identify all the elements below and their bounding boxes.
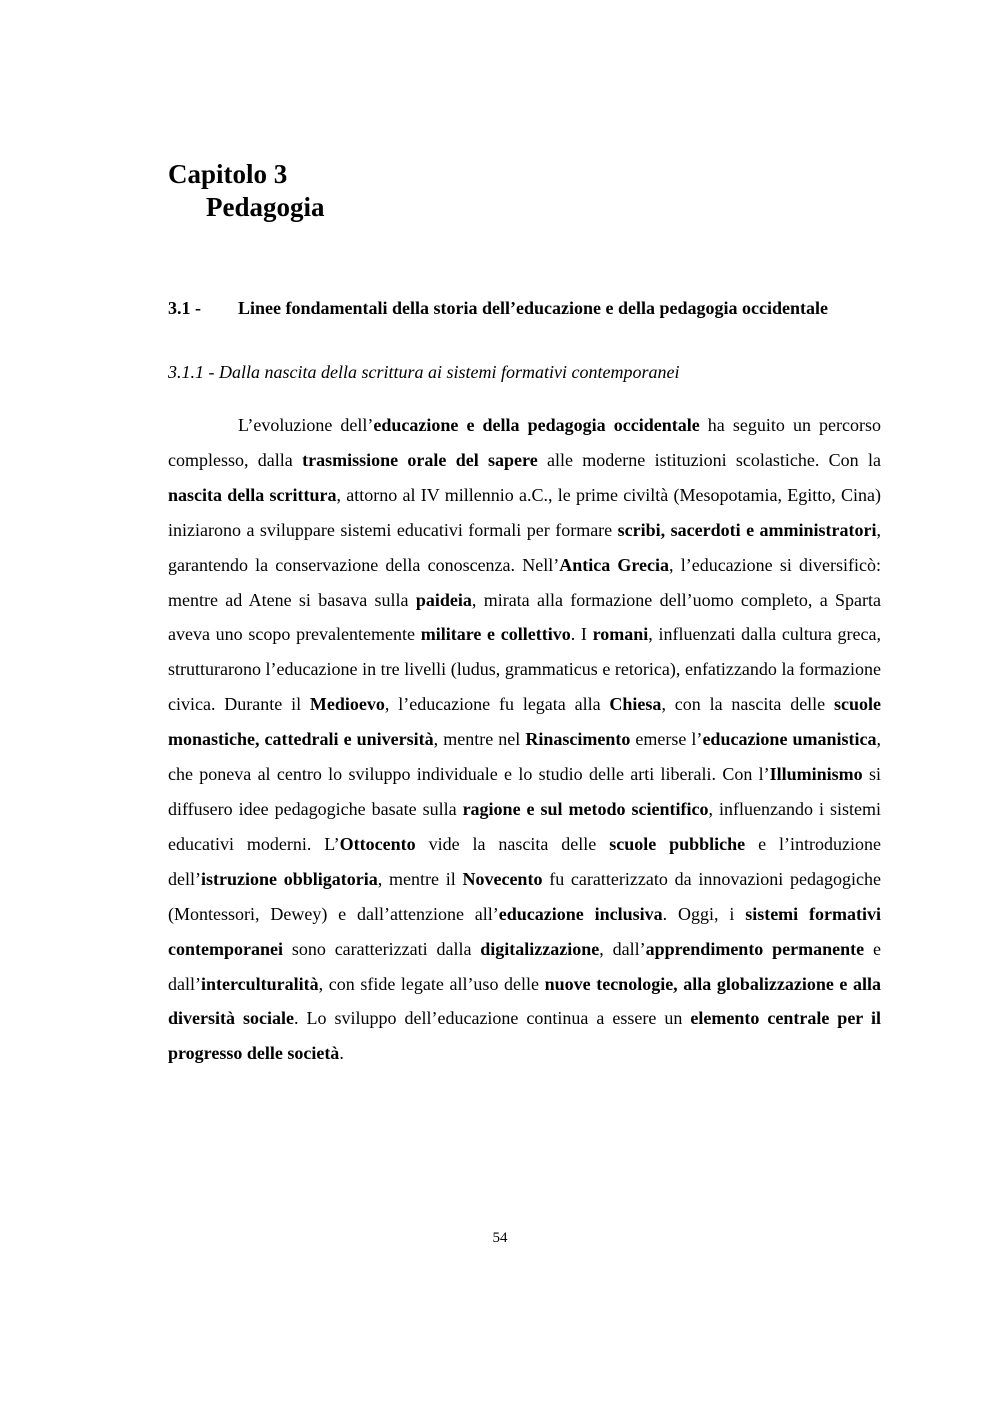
text-run: , mentre nel bbox=[433, 729, 526, 750]
text-run: , l’educazione fu legata alla bbox=[384, 694, 610, 715]
bold-text-run: Chiesa bbox=[609, 694, 662, 715]
text-run: . Lo sviluppo dell’educazione continua a essere un bbox=[293, 1008, 691, 1029]
text-run: ha seguito un percorso complesso, dalla bbox=[168, 415, 882, 470]
bold-text-run: Rinascimento bbox=[525, 729, 631, 750]
text-run: , con sfide legate all’uso delle bbox=[318, 973, 545, 994]
bold-text-run: nascita della scrittura bbox=[168, 484, 337, 505]
bold-text-run: Ottocento bbox=[339, 833, 416, 854]
text-run: , con la nascita delle bbox=[661, 694, 834, 715]
text-run: emerse l’ bbox=[630, 729, 703, 750]
bold-text-run: interculturalità bbox=[201, 973, 319, 994]
text-run: e dall’ bbox=[168, 938, 881, 994]
text-run: . I bbox=[570, 624, 593, 645]
bold-text-run: Novecento bbox=[462, 868, 543, 889]
section-heading bbox=[168, 298, 828, 319]
text-run: L’evoluzione dell’ bbox=[238, 415, 374, 435]
text-run: alle moderne istituzioni scolastiche. Con la bbox=[537, 449, 881, 470]
bold-text-run: educazione e della pedagogia occidentale bbox=[373, 415, 700, 435]
bold-text-run: ragione e sul metodo scientifico bbox=[462, 798, 709, 819]
bold-text-run: digitalizzazione bbox=[480, 938, 600, 959]
bold-text-run: Medioevo bbox=[309, 694, 385, 715]
subsection-heading: 3.1.1 - Dalla nascita della scrittura ai sistemi formativi contemporanei bbox=[168, 362, 680, 382]
bold-text-run: educazione umanistica bbox=[702, 729, 877, 750]
text-run: fu caratterizzato da innovazioni pedagogiche (Montessori, Dewey) e dall’attenzione all’ bbox=[168, 868, 882, 924]
bold-text-run: scuole monastiche, cattedrali e università bbox=[168, 694, 881, 750]
bold-text-run: romani bbox=[592, 624, 649, 645]
bold-text-run: istruzione obbligatoria bbox=[201, 868, 378, 889]
bold-text-run: Illuminismo bbox=[769, 764, 863, 785]
page-number: 54 bbox=[492, 1230, 508, 1246]
chapter-heading bbox=[168, 158, 325, 224]
bold-text-run: sistemi formativi contemporanei bbox=[168, 903, 881, 959]
text-run: , mentre il bbox=[377, 868, 463, 889]
bold-text-run: educazione inclusiva bbox=[498, 903, 663, 924]
bold-text-run: trasmissione orale del sapere bbox=[302, 449, 538, 470]
text-run: si diffusero idee pedagogiche basate sulla bbox=[168, 764, 881, 819]
bold-text-run: apprendimento permanente bbox=[645, 938, 865, 959]
text-run: , che poneva al centro lo sviluppo individuale e lo studio delle arti liberali. Con l’ bbox=[168, 729, 882, 785]
bold-text-run: elemento centrale per il progresso delle società bbox=[168, 1008, 881, 1064]
chapter-label: Capitolo 3 bbox=[168, 159, 288, 189]
text-run: , influenzando i sistemi educativi moderni. L’ bbox=[168, 798, 881, 854]
text-run: . Oggi, i bbox=[662, 903, 746, 924]
chapter-title: Pedagogia bbox=[206, 192, 325, 222]
text-run: , dall’ bbox=[599, 938, 646, 959]
section-number: 3.1 - bbox=[168, 298, 201, 318]
section-title: Linee fondamentali della storia dell’educazione e della pedagogia occidentale bbox=[238, 298, 828, 318]
text-run: sono caratterizzati dalla bbox=[282, 938, 481, 959]
bold-text-run: militare e collettivo bbox=[420, 624, 571, 645]
text-run: , garantendo la conservazione della conoscenza. Nell’ bbox=[168, 519, 882, 575]
text-run: , attorno al IV millennio a.C., le prime civiltà (Mesopotamia, Egitto, Cina) iniziarono a sviluppare sistemi educativi formali per formare bbox=[168, 484, 881, 540]
bold-text-run: scribi, sacerdoti e amministratori bbox=[617, 519, 877, 540]
text-run: . bbox=[339, 1043, 344, 1064]
bold-text-run: nuove tecnologie, alla globalizzazione e alla diversità sociale bbox=[168, 973, 882, 1029]
text-run: vide la nascita delle bbox=[415, 833, 610, 854]
bold-text-run: scuole pubbliche bbox=[609, 833, 746, 854]
text-run: , l’educazione si diversificò: mentre ad Atene si basava sulla bbox=[168, 554, 881, 610]
text-run: , influenzati dalla cultura greca, strutturarono l’educazione in tre livelli (ludus, grammaticus e retorica), enfatizzando la formazione civica. Durante il bbox=[168, 624, 881, 715]
bold-text-run: paideia bbox=[415, 589, 472, 610]
body-paragraph bbox=[168, 408, 881, 1071]
bold-text-run: Antica Grecia bbox=[559, 554, 670, 575]
text-run: , mirata alla formazione dell’uomo completo, a Sparta aveva uno scopo prevalentemente bbox=[168, 589, 881, 645]
text-run: e l’introduzione dell’ bbox=[168, 833, 882, 889]
